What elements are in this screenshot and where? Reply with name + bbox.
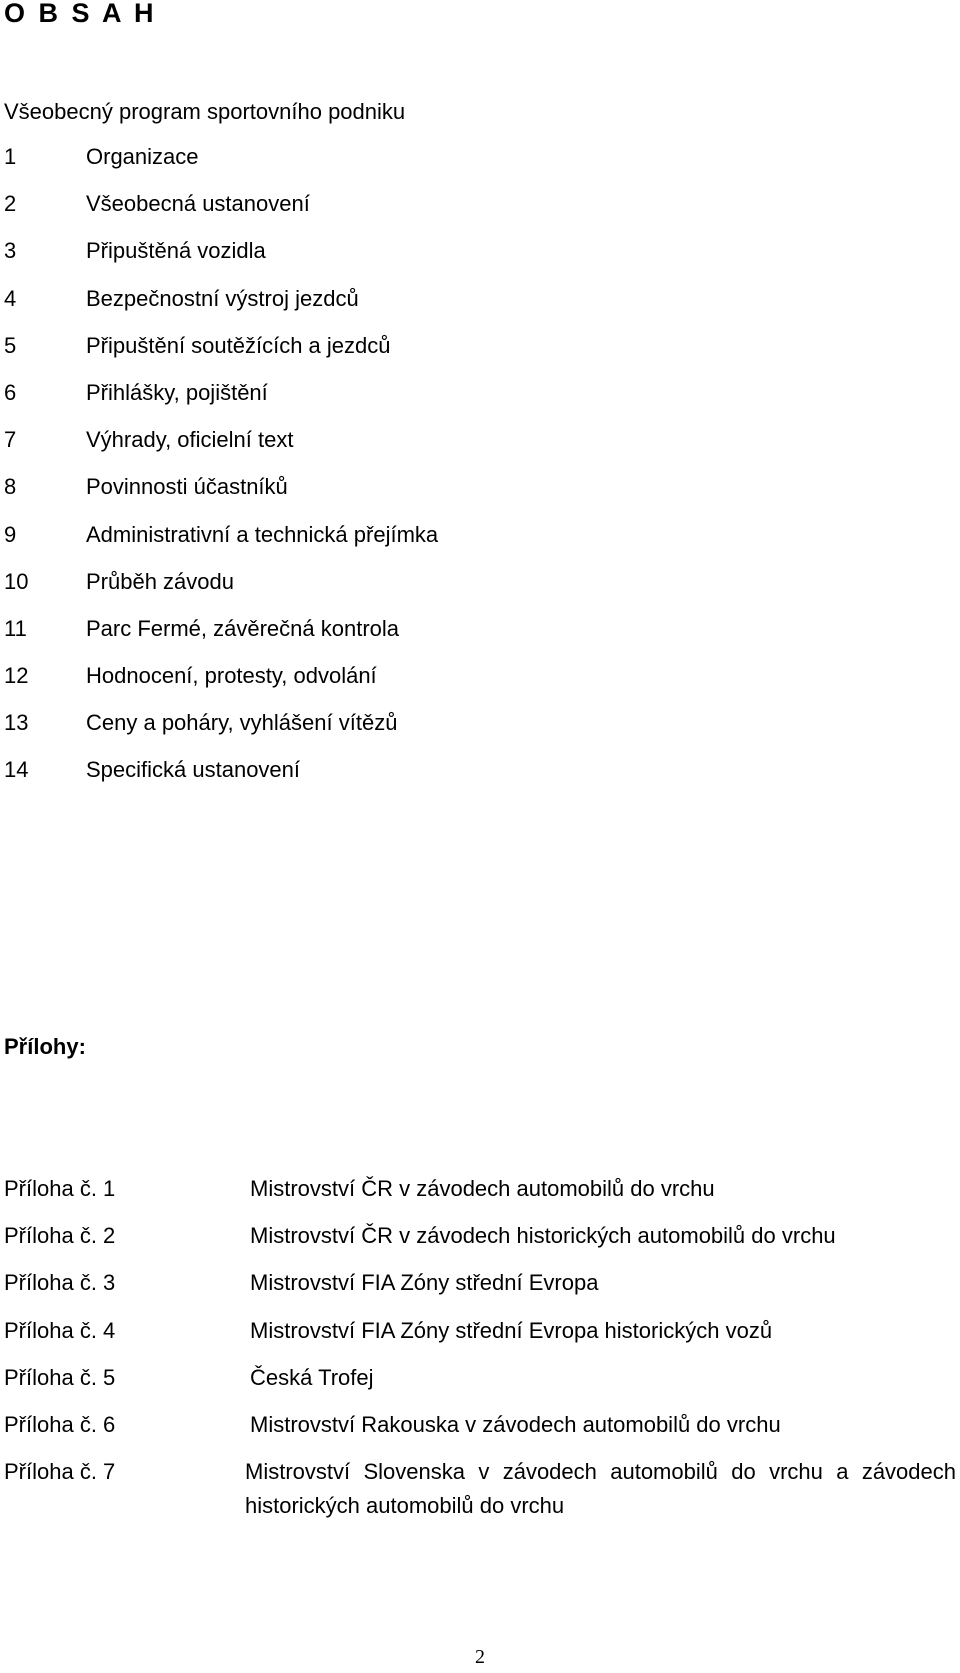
toc-number: 1 [4, 144, 17, 169]
toc-number: 3 [4, 238, 17, 264]
attachment-text: Mistrovství Rakouska v závodech automobilů do vrchu [250, 1411, 781, 1437]
toc-number: 7 [4, 427, 17, 453]
attachment-text: Mistrovství FIA Zóny střední Evropa historických vozů [250, 1317, 773, 1343]
attachment-item [4, 1219, 956, 1266]
toc-number: 6 [4, 379, 17, 405]
toc-item [4, 472, 438, 519]
toc-item [4, 567, 438, 614]
toc-text: Hodnocení, protesty, odvolání [86, 663, 377, 689]
toc-item [4, 142, 438, 189]
toc-number: 2 [4, 191, 17, 217]
attachments-heading: Přílohy: [4, 1034, 86, 1059]
toc-item [4, 236, 438, 283]
toc-item [4, 661, 438, 708]
toc-item [4, 755, 438, 802]
attachment-item [4, 1455, 956, 1523]
toc-number: 9 [4, 521, 17, 547]
attachment-item [4, 1266, 956, 1313]
attachment-text: Česká Trofej [250, 1364, 374, 1390]
toc-text: Všeobecná ustanovení [86, 191, 310, 217]
toc-text: Ceny a poháry, vyhlášení vítězů [86, 710, 398, 736]
attachment-text: Mistrovství ČR v závodech historických automobilů do vrchu [250, 1223, 836, 1249]
attachment-label: Příloha č. 3 [4, 1270, 116, 1296]
toc-number: 4 [4, 285, 17, 311]
toc-text: Průběh závodu [86, 568, 234, 594]
attachment-text: Mistrovství FIA Zóny střední Evropa [250, 1270, 599, 1296]
toc-text: Organizace [86, 144, 199, 169]
table-of-contents [4, 142, 438, 803]
attachment-item [4, 1408, 956, 1455]
toc-text: Připuštění soutěžících a jezdců [86, 332, 391, 358]
toc-text: Připuštěná vozidla [86, 238, 266, 264]
toc-item [4, 189, 438, 236]
attachment-label: Příloha č. 1 [4, 1176, 116, 1201]
intro-heading: Všeobecný program sportovního podniku [4, 99, 406, 124]
attachment-item [4, 1172, 956, 1219]
toc-number: 12 [4, 663, 29, 689]
toc-number: 11 [4, 615, 27, 641]
toc-number: 13 [4, 710, 29, 736]
toc-item [4, 708, 438, 755]
toc-item [4, 614, 438, 661]
attachment-text: Mistrovství Slovenska v závodech automobilů do vrchu a závodech historických automobilů do vrchu [245, 1459, 956, 1519]
attachment-label: Příloha č. 2 [4, 1223, 116, 1249]
toc-text: Specifická ustanovení [86, 757, 301, 783]
toc-text: Bezpečnostní výstroj jezdců [86, 285, 359, 311]
toc-item [4, 520, 438, 567]
toc-number: 8 [4, 474, 17, 500]
attachment-item [4, 1361, 956, 1408]
toc-item [4, 331, 438, 378]
toc-number: 10 [4, 568, 29, 594]
attachment-label: Příloha č. 7 [4, 1459, 116, 1485]
toc-text: Parc Fermé, závěrečná kontrola [86, 615, 400, 641]
toc-item [4, 425, 438, 472]
attachment-label: Příloha č. 4 [4, 1317, 116, 1343]
attachments-list [4, 1172, 956, 1523]
attachment-label: Příloha č. 6 [4, 1411, 116, 1437]
toc-number: 14 [4, 757, 29, 783]
toc-text: Přihlášky, pojištění [86, 379, 268, 405]
document-title: O B S A H [4, 0, 157, 28]
toc-text: Výhrady, oficielní text [86, 427, 294, 453]
toc-text: Administrativní a technická přejímka [86, 521, 439, 547]
toc-number: 5 [4, 332, 17, 358]
toc-item [4, 378, 438, 425]
attachment-text: Mistrovství ČR v závodech automobilů do vrchu [250, 1176, 715, 1201]
attachment-item [4, 1314, 956, 1361]
attachment-label: Příloha č. 5 [4, 1364, 116, 1390]
toc-text: Povinnosti účastníků [86, 474, 288, 500]
page-number: 2 [475, 1646, 485, 1668]
toc-item [4, 284, 438, 331]
